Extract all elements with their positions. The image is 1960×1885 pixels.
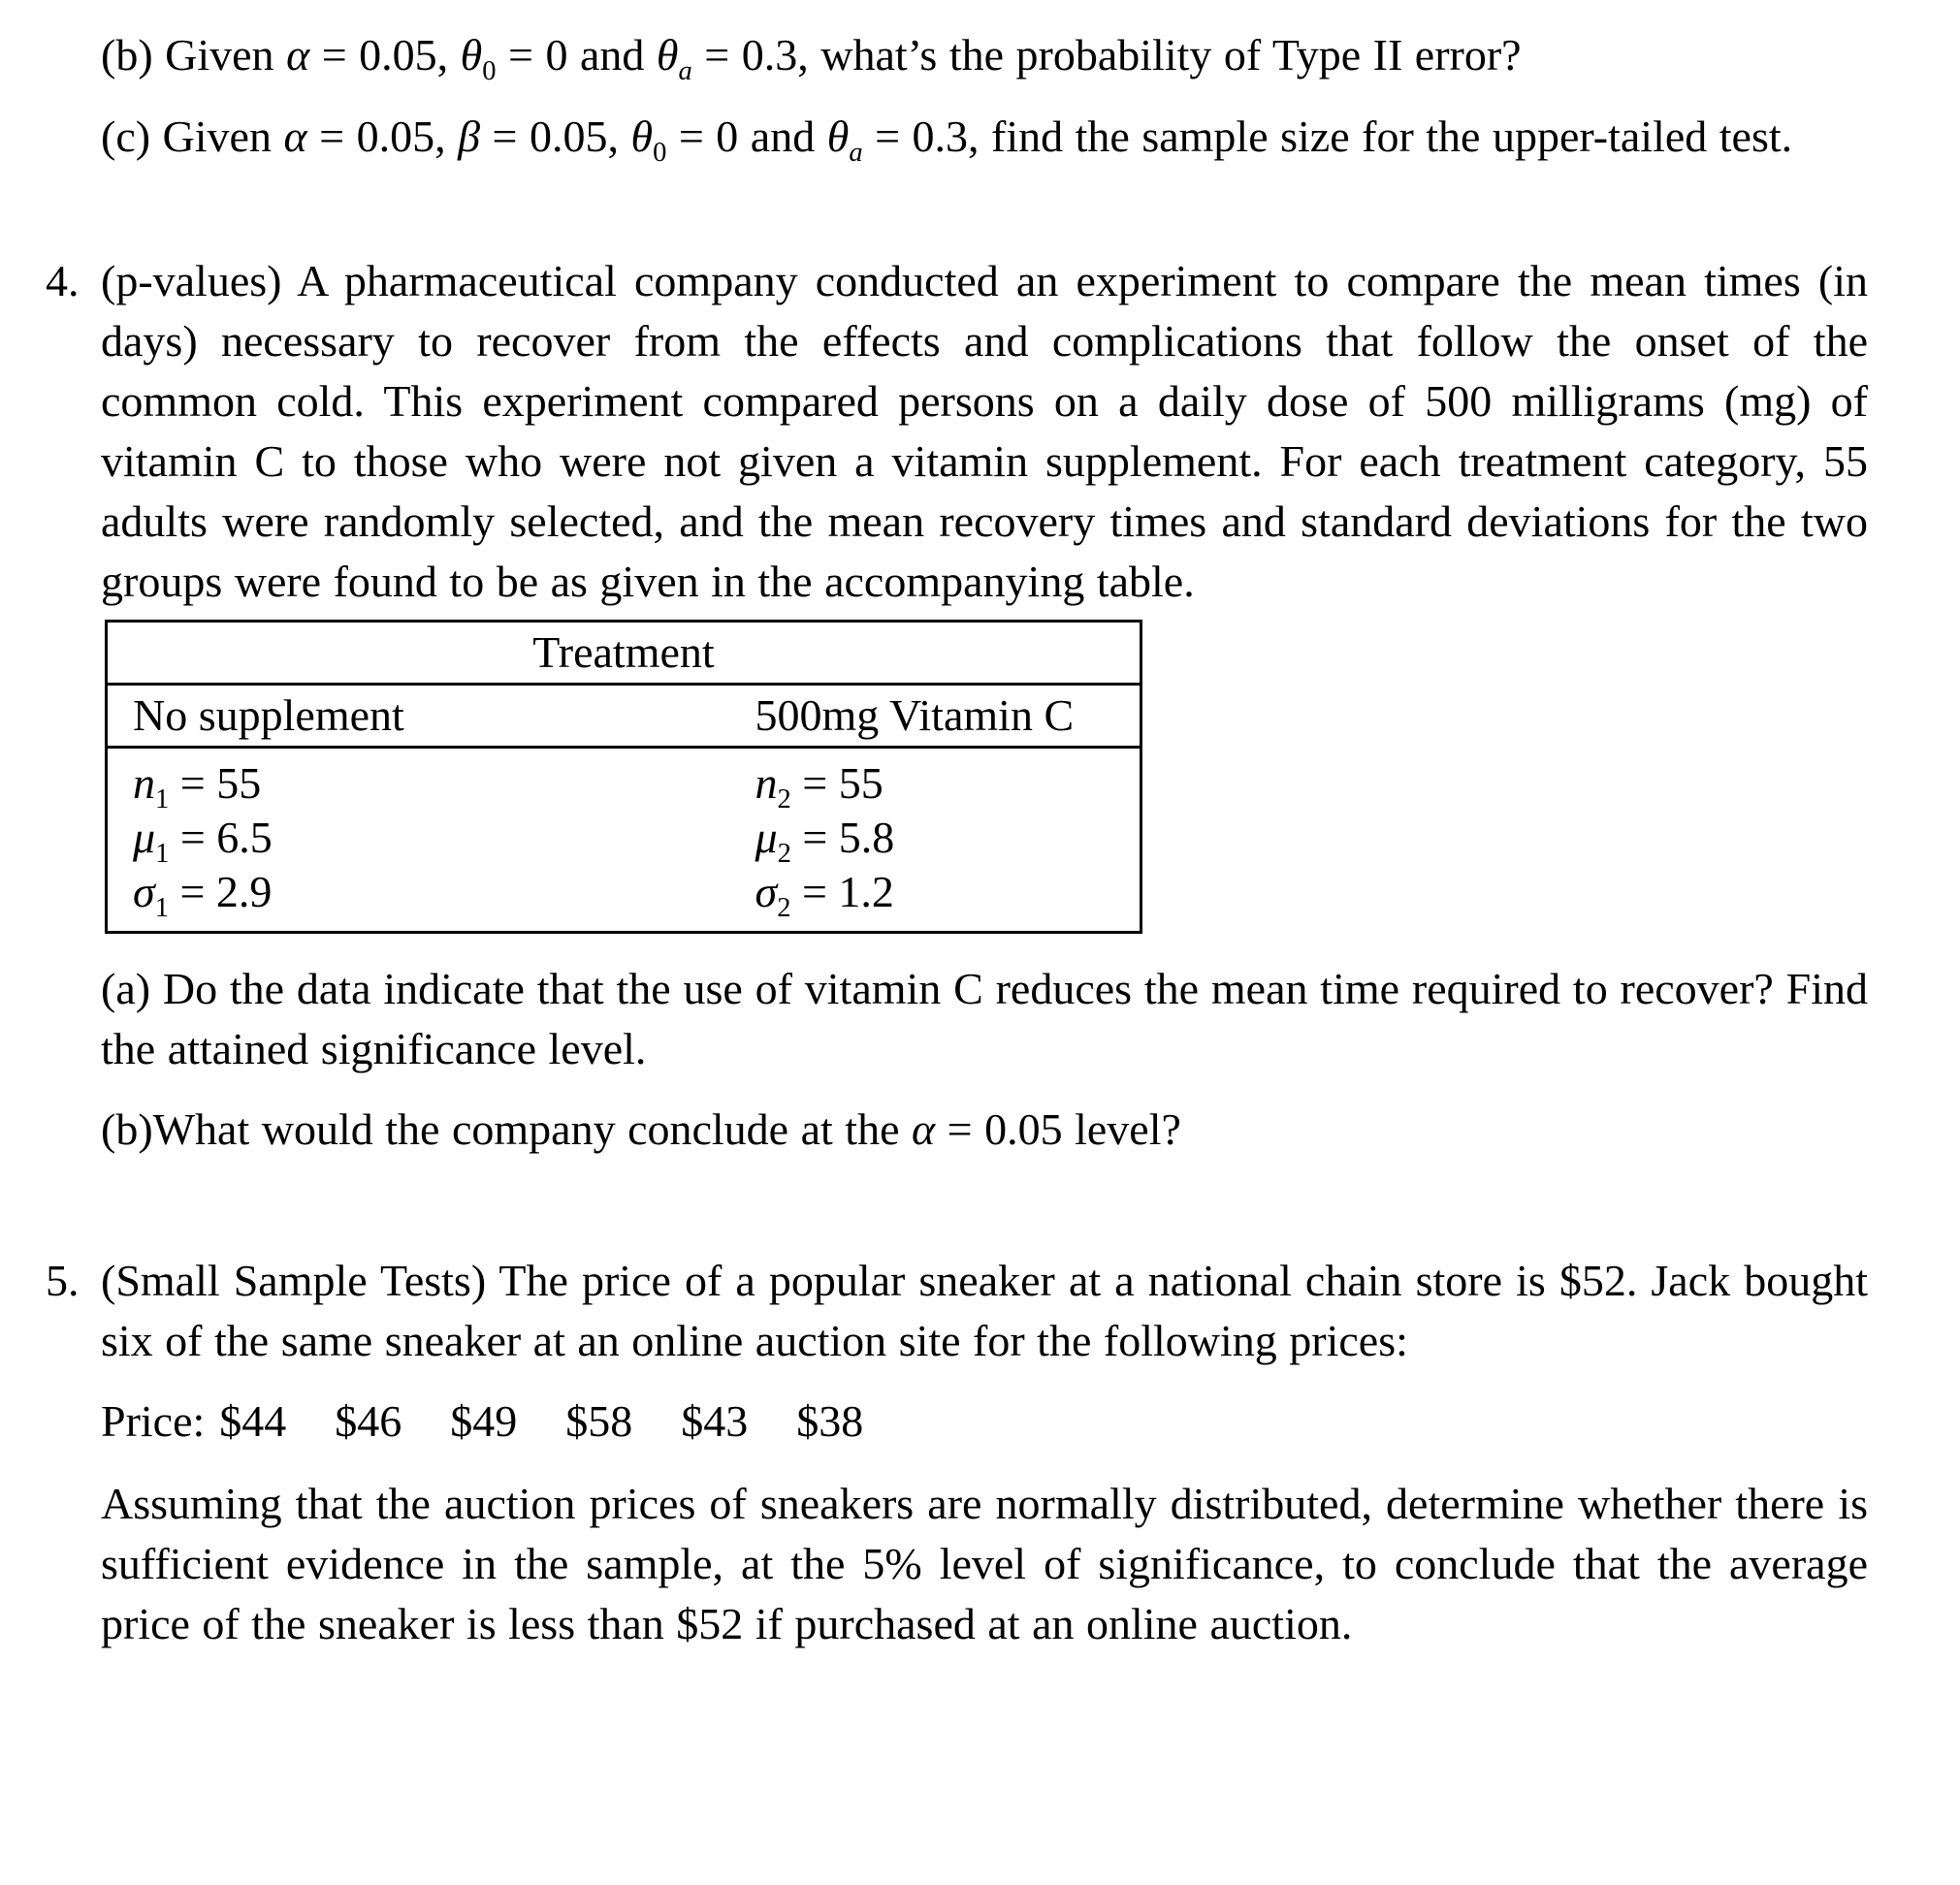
price-value: $58 <box>565 1396 633 1446</box>
table-cell-vitamin-c <box>755 748 1141 933</box>
price-line <box>101 1391 1868 1452</box>
table-cell-no-supplement <box>107 748 755 933</box>
table-title: Treatment <box>107 622 1141 685</box>
stat-sigma2: $\sigma_2 = 1.2$ <box>755 867 894 924</box>
price-value: $44 <box>219 1396 287 1446</box>
price-label: Price: <box>101 1396 206 1446</box>
price-value: $46 <box>335 1396 402 1446</box>
problem3-part-b: (b) Given α = 0.05, $\theta_0 = 0$ and $\theta_a = 0.3$, what’s the probability of Type II error? <box>101 30 1522 87</box>
problem-4-part-a: (a) Do the data indicate that the use of vitamin C reduces the mean time required to recover? Find the attained significance level. <box>101 964 1868 1073</box>
problem-4-intro: (p-values) A pharmaceutical company conducted an experiment to compare the mean times (in days) necessary to recover from the effects and complications that follow the onset of the common cold. This experiment compared persons on a daily dose of 500 milligrams (mg) of vitamin C to those who were not given a vitamin supplement. For each treatment category, 55 adults were randomly selected, and the mean recovery times and standard deviations for the two groups were found to be as given in the accompanying table. <box>101 256 1868 606</box>
table-title-row <box>107 622 1141 685</box>
stat-mu2: $\mu_2 = 5.8$ <box>755 813 895 870</box>
stat-n1: $n_1 = 55$ <box>133 758 262 815</box>
problem-4-part-b: (b)What would the company conclude at the α = 0.05 level? <box>101 1104 1181 1154</box>
stat-mu1: $\mu_1 = 6.5$ <box>133 813 273 870</box>
price-values <box>205 1396 863 1446</box>
treatment-table <box>105 620 1142 934</box>
table-header-row <box>107 685 1141 748</box>
price-value: $43 <box>681 1396 749 1446</box>
problem-5 <box>46 1251 1868 1654</box>
problem-5-closing: Assuming that the auction prices of sneakers are normally distributed, determine whether there is sufficient evidence in the sample, at the 5% level of significance, to conclude that the average price of the sneaker is less than $52 if purchased at an online auction. <box>101 1479 1868 1648</box>
column-header-no-supplement: No supplement <box>107 685 755 748</box>
problem-5-number: 5. <box>46 1256 80 1305</box>
problem-4 <box>46 251 1868 1160</box>
price-value: $49 <box>450 1396 518 1446</box>
problem3-part-c: (c) Given α = 0.05, β = 0.05, $\theta_0 = 0$ and $\theta_a = 0.3$, find the sample size for the upper-tailed test. <box>101 112 1793 169</box>
problem-5-intro: (Small Sample Tests) The price of a popular sneaker at a national chain store is $52. Jack bought six of the same sneaker at an online auction site for the following prices: <box>101 1256 1868 1365</box>
price-value: $38 <box>796 1396 864 1446</box>
column-header-vitamin-c: 500mg Vitamin C <box>755 685 1141 748</box>
problem-4-number: 4. <box>46 256 80 305</box>
stat-n2: $n_2 = 55$ <box>755 758 884 815</box>
table-data-row <box>107 748 1141 933</box>
stat-sigma1: $\sigma_1 = 2.9$ <box>133 867 273 924</box>
